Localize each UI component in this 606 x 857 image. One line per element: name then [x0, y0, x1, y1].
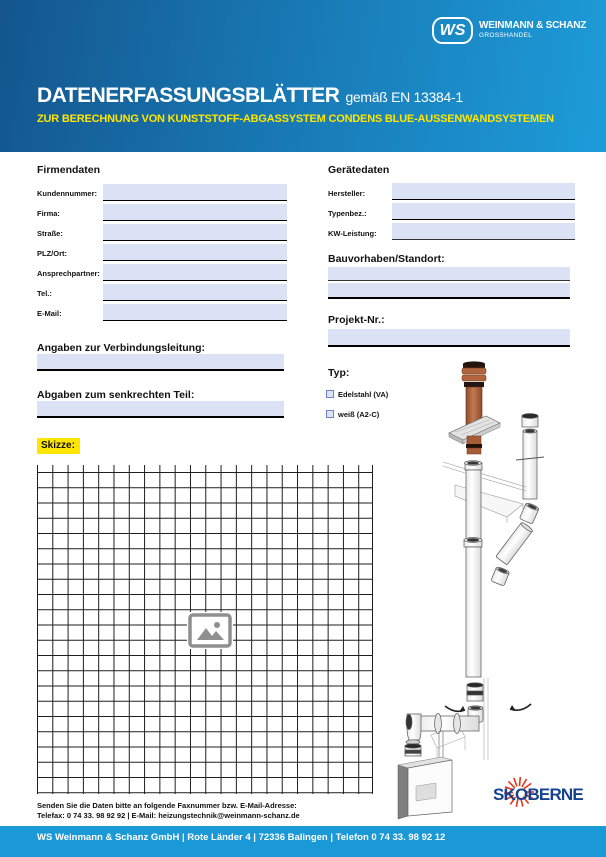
label-firma: Firma:: [37, 209, 60, 218]
firma-field[interactable]: [103, 204, 287, 221]
page-title: [37, 84, 463, 108]
footer-address: | Rote Länder 4 | 72336 Balingen | Telefon 0 74 33. 98 92 12: [179, 832, 446, 843]
label-ansprechpartner: Ansprechpartner:: [37, 269, 100, 278]
footer-company: WS Weinmann & Schanz GmbH: [37, 832, 180, 843]
chimney-terminal: [449, 361, 500, 454]
fax-note-line2: Telefax: 0 74 33. 98 92 92 | E-Mail: heizungstechnik@weinmann-schanz.de: [37, 811, 300, 820]
typ-edelstahl-checkbox[interactable]: [326, 390, 334, 398]
flue-parts-left: [464, 461, 483, 722]
skizze-label: Skizze:: [37, 438, 80, 454]
fax-note-line1: Senden Sie die Daten bitte an folgende Faxnummer bzw. E-Mail-Adresse:: [37, 801, 297, 810]
bauvorhaben-heading: Bauvorhaben/Standort:: [328, 253, 445, 265]
hersteller-field[interactable]: [392, 183, 575, 200]
footer-bar-text: [37, 832, 445, 843]
skoberne-logo: [492, 774, 596, 810]
senkrechter-teil-field[interactable]: [37, 401, 284, 418]
bauvorhaben-line1-field[interactable]: [328, 267, 570, 281]
kundennummer-field[interactable]: [103, 184, 287, 201]
page-subtitle: ZUR BERECHNUNG VON KUNSTSTOFF-ABGASSYSTEM CONDENS BLUE-AUSSENWANDSYSTEMEN: [37, 113, 554, 125]
projekt-heading: Projekt-Nr.:: [328, 314, 385, 326]
skoberne-wordmark: SKOBERNE: [493, 785, 583, 804]
ws-logo-text: WS: [439, 21, 466, 39]
typ-weiss-checkbox[interactable]: [326, 410, 334, 418]
ws-logo: [432, 17, 473, 44]
geraetedaten-heading: Gerätedaten: [328, 164, 390, 176]
ansprechpartner-field[interactable]: [103, 264, 287, 281]
bauvorhaben-line2-field[interactable]: [328, 283, 570, 299]
brand-name: WEINMANN & SCHANZ: [479, 20, 587, 31]
typ-weiss-label: weiß (A2-C): [338, 410, 380, 419]
label-hersteller: Hersteller:: [328, 189, 366, 198]
projekt-nr-field[interactable]: [328, 329, 570, 347]
firmendaten-heading: Firmendaten: [37, 164, 101, 176]
typ-edelstahl-label: Edelstahl (VA): [338, 390, 389, 399]
broken-image-icon: [187, 612, 233, 649]
typ-heading: Typ:: [328, 367, 350, 379]
tel-field[interactable]: [103, 284, 287, 301]
wall-console: [443, 462, 526, 523]
page-title-norm: gemäß EN 13384-1: [345, 89, 463, 105]
label-typenbez: Typenbez.:: [328, 209, 367, 218]
boiler: [398, 757, 452, 819]
label-kw-leistung: KW-Leistung:: [328, 229, 377, 238]
brand-subline: GROSSHANDEL: [479, 32, 533, 39]
footer-bar: [0, 826, 606, 857]
label-email: E-Mail:: [37, 309, 62, 318]
label-strasse: Straße:: [37, 229, 63, 238]
plz-ort-field[interactable]: [103, 244, 287, 261]
senkrechter-teil-heading: Abgaben zum senkrechten Teil:: [37, 389, 195, 401]
typenbez-field[interactable]: [392, 203, 575, 220]
label-kundennummer: Kundennummer:: [37, 189, 97, 198]
label-tel: Tel.:: [37, 289, 52, 298]
kw-leistung-field[interactable]: [392, 223, 575, 240]
label-plz-ort: PLZ/Ort:: [37, 249, 67, 258]
header-banner: [0, 0, 606, 152]
page-title-main: DATENERFASSUNGSBLÄTTER: [37, 84, 340, 107]
email-field[interactable]: [103, 304, 287, 321]
verbindungsleitung-heading: Angaben zur Verbindungsleitung:: [37, 342, 205, 354]
verbindungsleitung-field[interactable]: [37, 354, 284, 371]
flue-system-illustration: [383, 358, 595, 820]
strasse-field[interactable]: [103, 224, 287, 241]
